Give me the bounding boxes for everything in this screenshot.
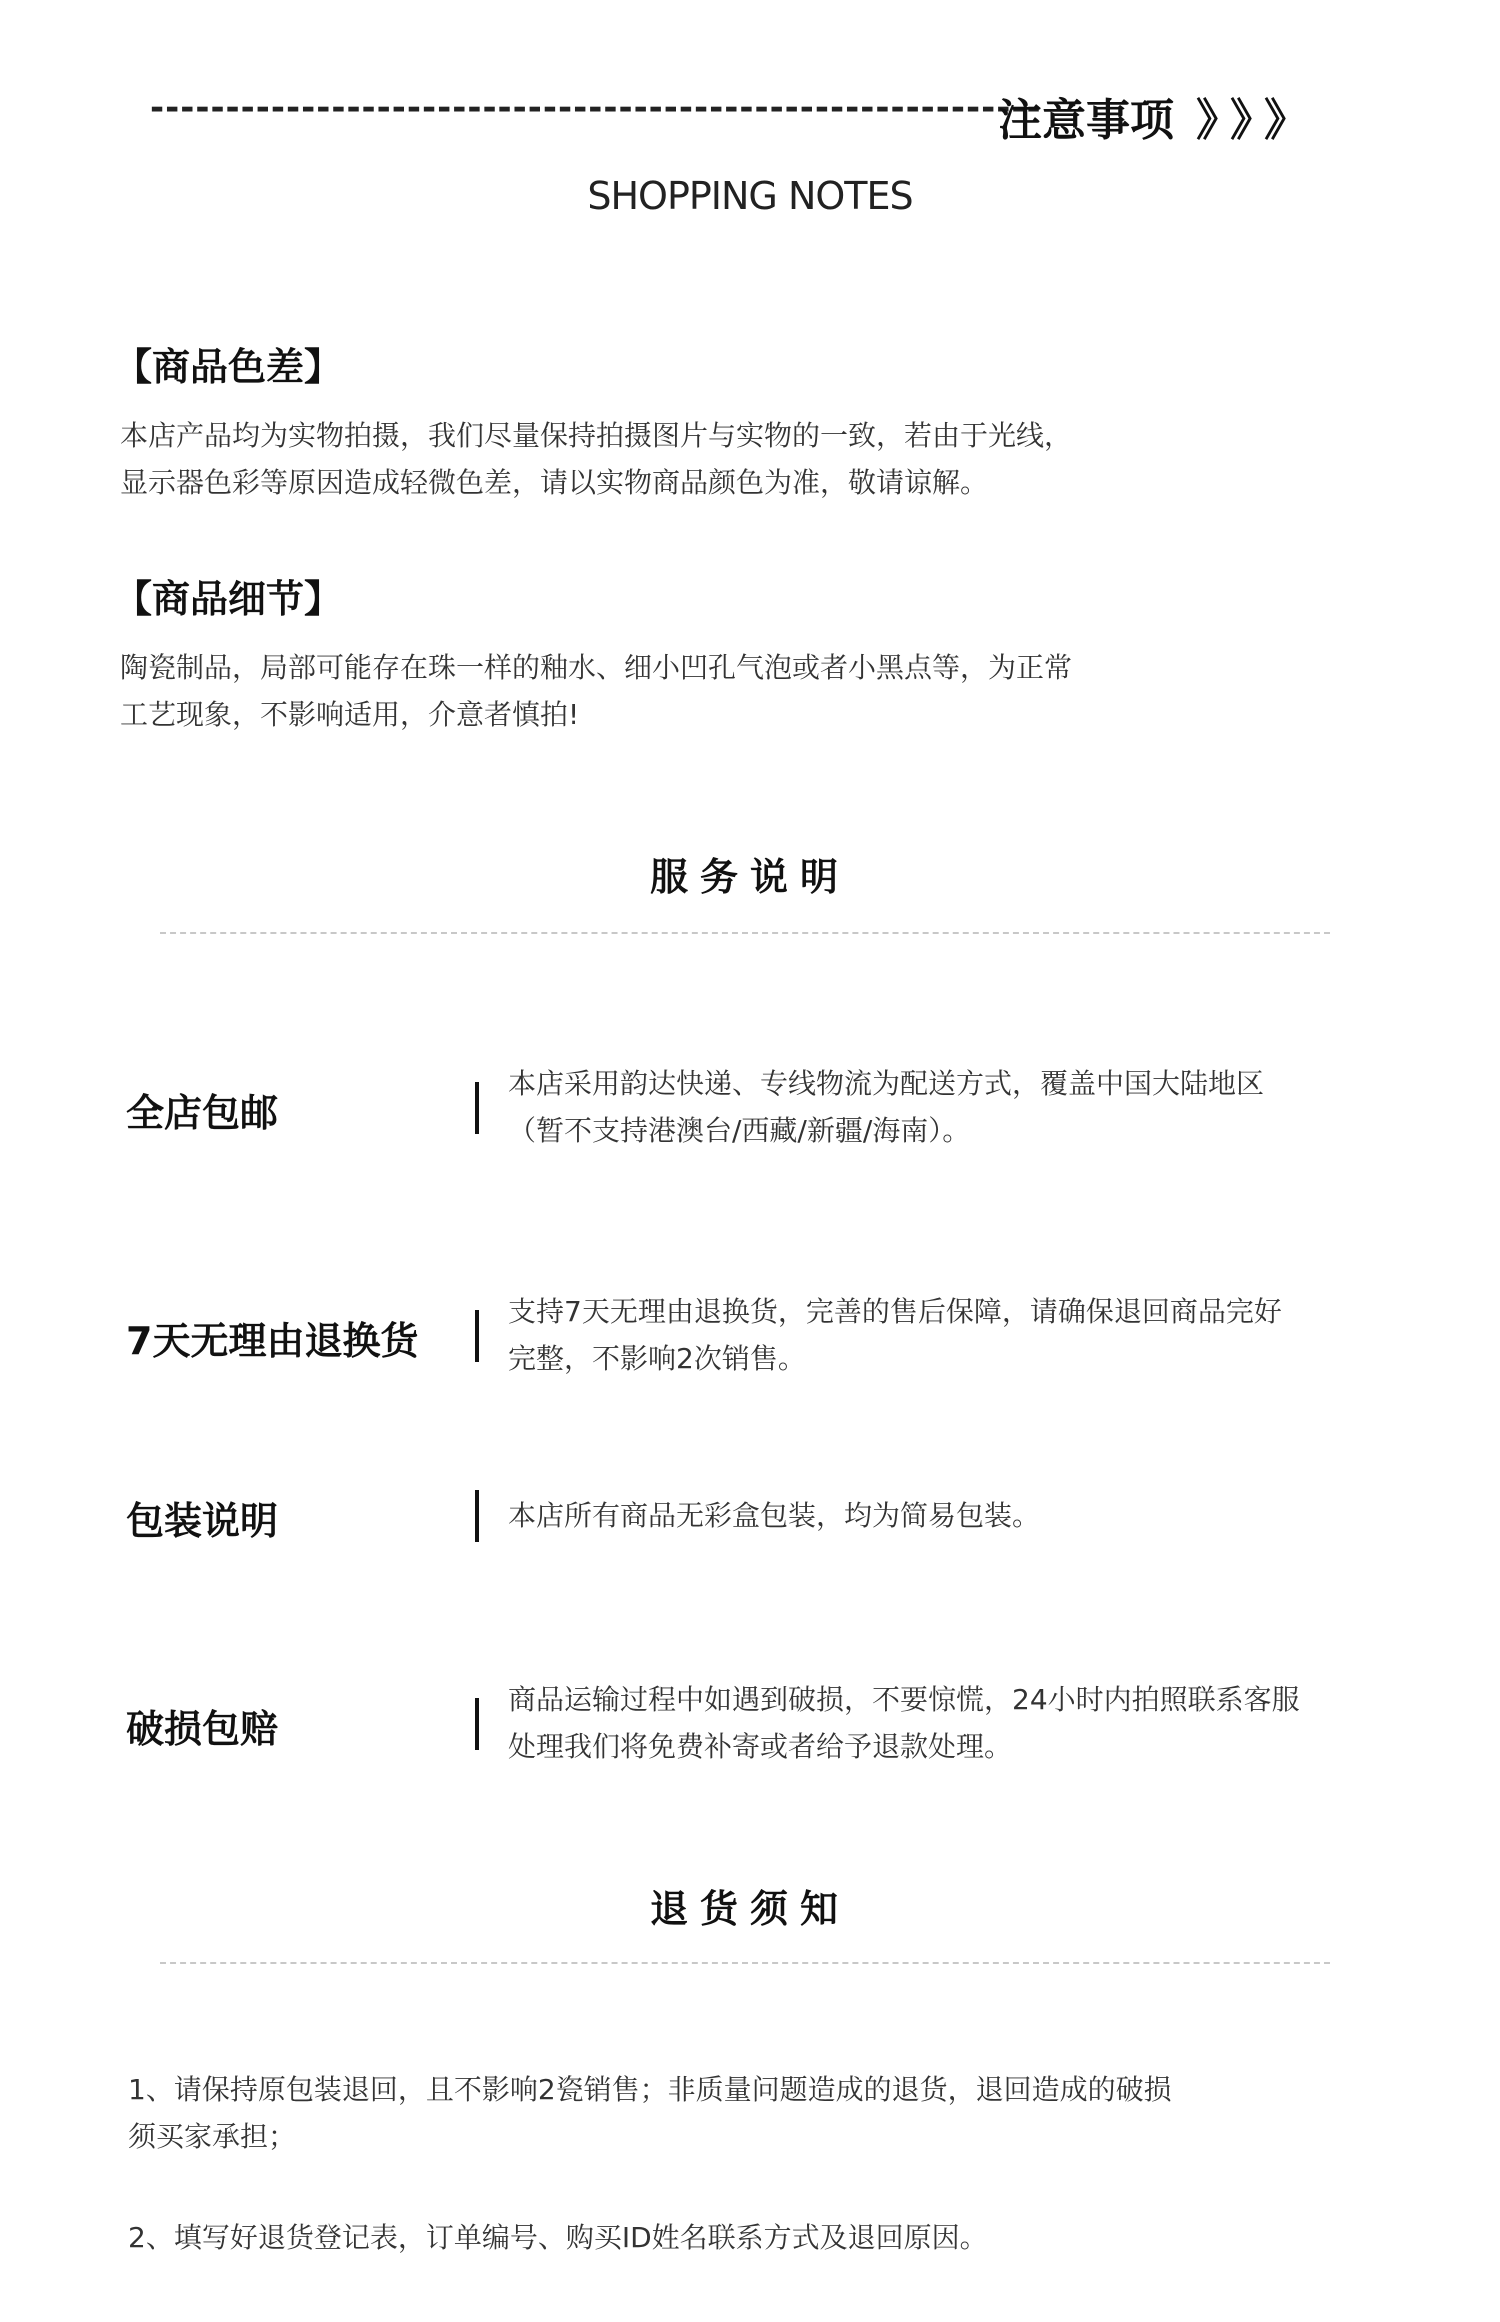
service-text-free-shipping	[508, 1060, 1408, 1154]
service-line: 处理我们将免费补寄或者给予退款处理。	[508, 1730, 1013, 1763]
header-arrows: 》》》	[1196, 95, 1320, 146]
section-divider	[160, 1962, 1330, 1964]
note-line: 本店产品均为实物拍摄，我们尽量保持拍摄图片与实物的一致，若由于光线，	[120, 419, 1073, 452]
page-subtitle: SHOPPING NOTES	[587, 174, 913, 218]
header-dash-line: -----------------------------------------------------------	[150, 88, 1042, 128]
note-body-color-difference	[120, 412, 1420, 506]
service-text-packaging	[508, 1492, 1408, 1539]
service-text-7-day-return	[508, 1288, 1408, 1382]
return-note-2	[128, 2214, 1408, 2261]
return-note-1	[128, 2066, 1408, 2160]
note-body-details	[120, 644, 1420, 738]
service-label-free-shipping: 全店包邮	[126, 1091, 279, 1135]
service-label-damage-compensation: 破损包赔	[126, 1707, 279, 1751]
service-divider-bar	[475, 1698, 479, 1750]
service-divider-bar	[475, 1082, 479, 1134]
section-title-service: 服务说明	[649, 855, 850, 899]
return-line: 2、填写好退货登记表，订单编号、购买ID姓名联系方式及退回原因。	[128, 2221, 988, 2254]
service-label-7-day-return: 7天无理由退换货	[126, 1319, 419, 1363]
service-line: 完整，不影响2次销售。	[508, 1342, 806, 1375]
note-line: 陶瓷制品，局部可能存在珠一样的釉水、细小凹孔气泡或者小黑点等，为正常	[120, 651, 1073, 684]
return-line: 须买家承担；	[128, 2120, 297, 2153]
service-label-packaging: 包装说明	[126, 1499, 279, 1543]
note-line: 工艺现象，不影响适用，介意者慎拍!	[120, 698, 580, 731]
service-divider-bar	[475, 1490, 479, 1542]
service-line: 商品运输过程中如遇到破损，不要惊慌，24小时内拍照联系客服	[508, 1683, 1300, 1716]
note-heading-color-difference: 【商品色差】	[114, 345, 343, 389]
service-divider-bar	[475, 1310, 479, 1362]
service-line: 支持7天无理由退换货，完善的售后保障，请确保退回商品完好	[508, 1295, 1282, 1328]
note-heading-details: 【商品细节】	[114, 577, 343, 621]
return-line: 1、请保持原包装退回，且不影响2瓷销售；非质量问题造成的退货，退回造成的破损	[128, 2073, 1172, 2106]
section-divider	[160, 932, 1330, 934]
page-title: 注意事项	[998, 95, 1174, 146]
section-title-returns: 退货须知	[649, 1887, 850, 1931]
service-line: 本店采用韵达快递、专线物流为配送方式，覆盖中国大陆地区	[508, 1067, 1265, 1100]
service-line: 本店所有商品无彩盒包装，均为简易包装。	[508, 1499, 1041, 1532]
note-line: 显示器色彩等原因造成轻微色差，请以实物商品颜色为准，敬请谅解。	[120, 466, 989, 499]
service-text-damage-compensation	[508, 1676, 1408, 1770]
service-line: （暂不支持港澳台/西藏/新疆/海南）。	[508, 1114, 971, 1147]
